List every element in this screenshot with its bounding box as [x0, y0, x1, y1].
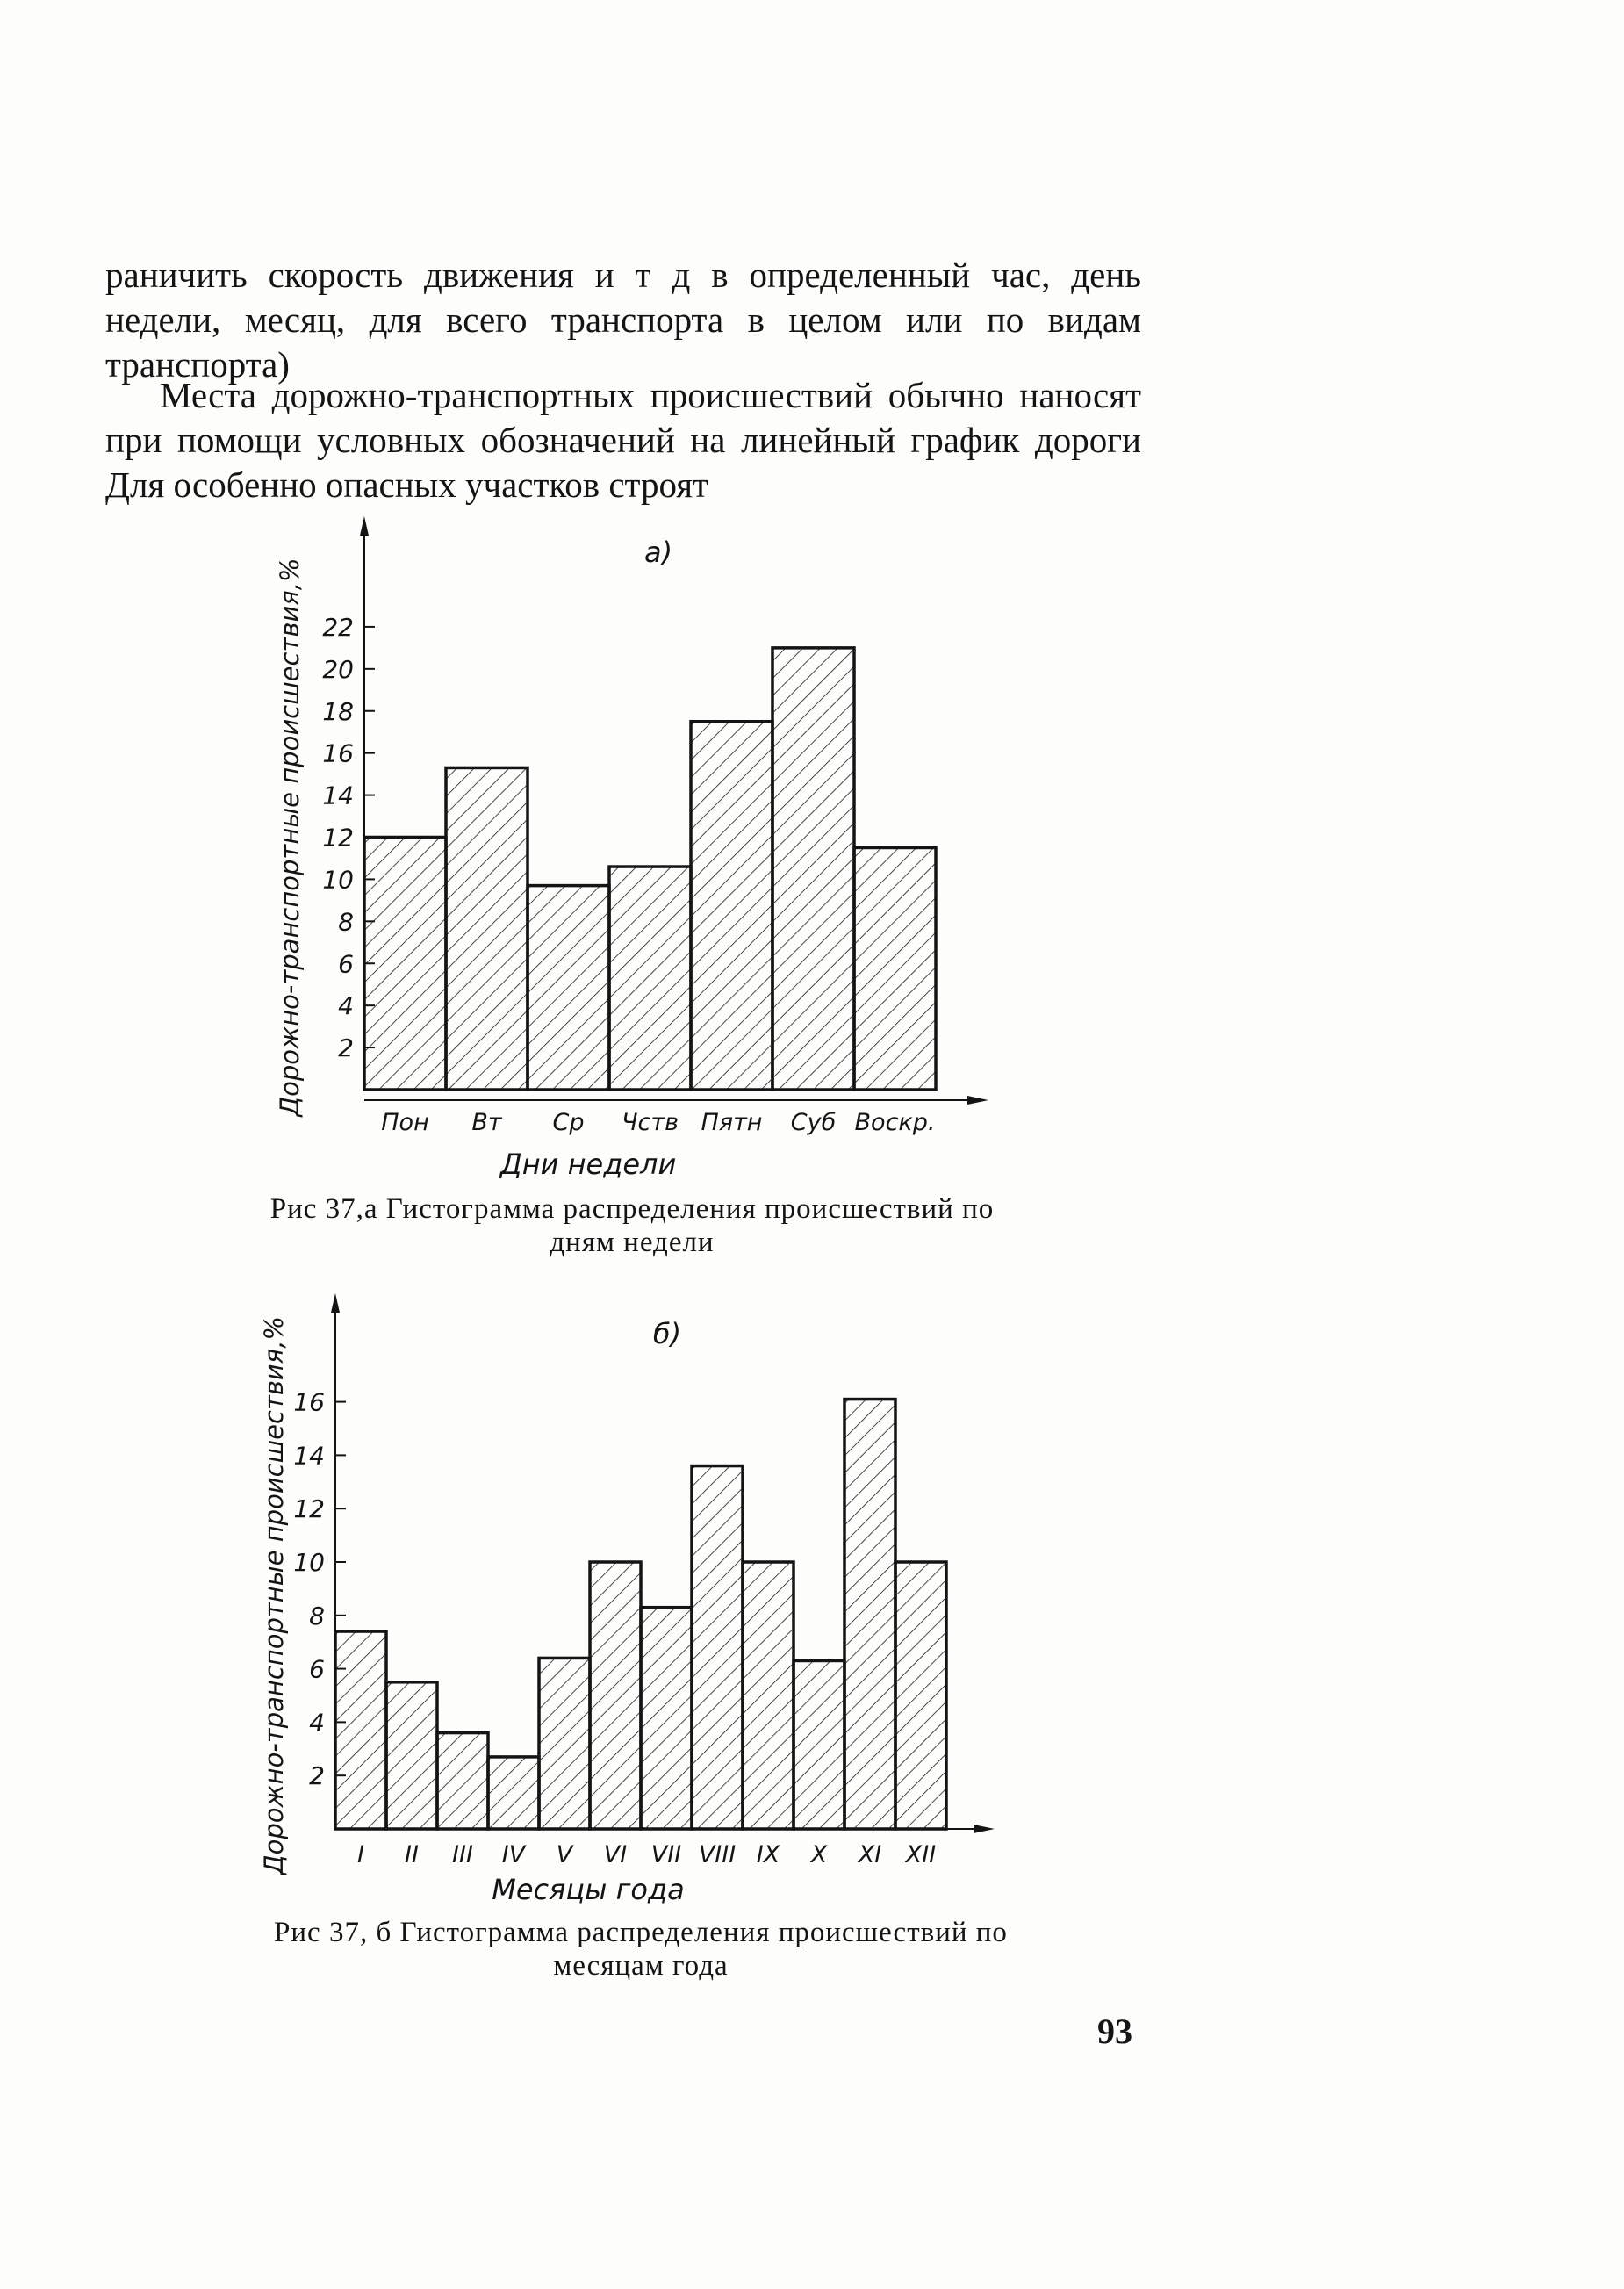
page-number: 93	[1097, 2012, 1132, 2051]
histogram-bar	[528, 886, 609, 1090]
figure-month-histogram	[246, 1306, 1036, 1904]
panel-label: а)	[643, 536, 673, 569]
y-tick-label: 20	[322, 654, 354, 684]
y-tick-label: 4	[309, 1708, 325, 1738]
y-tick-label: 2	[309, 1761, 325, 1791]
figure-weekday-histogram	[246, 527, 1036, 1181]
y-tick-label: 10	[293, 1548, 325, 1577]
body-paragraph-1: раничить скорость движения и т д в определенный час, день недели, месяц, для всего транспорта в целом или по видам транспорта)	[105, 255, 1141, 385]
x-category-label: I	[357, 1841, 364, 1868]
y-tick-label: 12	[293, 1494, 325, 1524]
x-axis-arrow	[967, 1096, 988, 1105]
x-category-label: Пятн	[701, 1109, 763, 1136]
y-tick-label: 16	[293, 1387, 325, 1417]
histogram-bar	[590, 1562, 641, 1829]
y-tick-label: 10	[322, 865, 354, 895]
y-tick-label: 8	[309, 1601, 325, 1630]
histogram-bar	[895, 1562, 946, 1829]
y-axis-arrow	[360, 516, 369, 536]
y-axis-arrow	[331, 1293, 340, 1313]
histogram-bar	[844, 1400, 895, 1829]
x-axis-title: Месяцы года	[492, 1873, 685, 1906]
figure-caption-a: Рис 37,а Гистограмма распределения происшествий по дням недели	[269, 1193, 995, 1258]
histogram-bar	[335, 1631, 386, 1829]
histogram-bar	[692, 1466, 743, 1829]
x-category-label: Чств	[622, 1109, 679, 1136]
x-axis-arrow	[974, 1825, 995, 1833]
y-tick-label: 14	[322, 781, 354, 810]
histogram-bar	[488, 1757, 539, 1829]
histogram-bar	[691, 722, 772, 1090]
x-category-label: XI	[858, 1841, 882, 1868]
x-category-label: Пон	[381, 1109, 429, 1136]
y-tick-label: 6	[309, 1654, 325, 1684]
histogram-bar	[539, 1658, 590, 1829]
histogram-bar	[641, 1608, 692, 1829]
weekday-histogram-svg	[246, 527, 1036, 1181]
y-tick-label: 22	[322, 612, 354, 642]
x-category-label: IX	[756, 1841, 780, 1868]
x-category-label: Воскр.	[854, 1109, 936, 1136]
x-category-label: X	[810, 1841, 828, 1868]
y-tick-label: 18	[322, 696, 354, 726]
x-category-label: II	[405, 1841, 419, 1868]
y-tick-label: 6	[338, 949, 354, 979]
x-category-label: V	[556, 1841, 573, 1868]
histogram-bar	[446, 767, 528, 1090]
y-axis-title: Дорожно-транспортные происшествия,%	[259, 1315, 289, 1875]
y-tick-label: 12	[322, 823, 354, 853]
x-category-label: XII	[905, 1841, 937, 1868]
histogram-bar	[854, 847, 936, 1090]
x-category-label: VIII	[698, 1841, 737, 1868]
x-category-label: VI	[603, 1841, 628, 1868]
y-tick-label: 4	[338, 991, 354, 1021]
month-histogram-svg	[246, 1306, 1036, 1904]
x-category-label: VII	[650, 1841, 682, 1868]
panel-label: б)	[652, 1317, 682, 1350]
x-category-label: III	[452, 1841, 473, 1868]
body-paragraph-2: Места дорожно-транспортных происшествий обычно наносят при помощи условных обозначений на линейный график дороги Для особенно опасных участков строят	[105, 375, 1141, 505]
histogram-bar	[386, 1682, 437, 1829]
y-tick-label: 16	[322, 738, 354, 768]
histogram-bar	[772, 648, 854, 1090]
y-tick-label: 8	[338, 907, 354, 937]
x-category-label: Ср	[552, 1109, 585, 1136]
y-tick-label: 2	[338, 1033, 354, 1063]
y-axis-title: Дорожно-транспортные происшествия,%	[275, 558, 305, 1117]
histogram-bar	[794, 1660, 844, 1829]
figure-caption-b: Рис 37, б Гистограмма распределения происшествий по месяцам года	[274, 1917, 1008, 1982]
histogram-bar	[437, 1733, 488, 1829]
x-category-label: IV	[501, 1841, 526, 1868]
histogram-bar	[364, 838, 446, 1091]
histogram-bar	[743, 1562, 794, 1829]
x-axis-title: Дни недели	[499, 1148, 677, 1181]
y-tick-label: 14	[293, 1441, 325, 1471]
x-category-label: Вт	[471, 1109, 502, 1136]
x-category-label: Суб	[790, 1109, 837, 1136]
histogram-bar	[609, 867, 691, 1090]
